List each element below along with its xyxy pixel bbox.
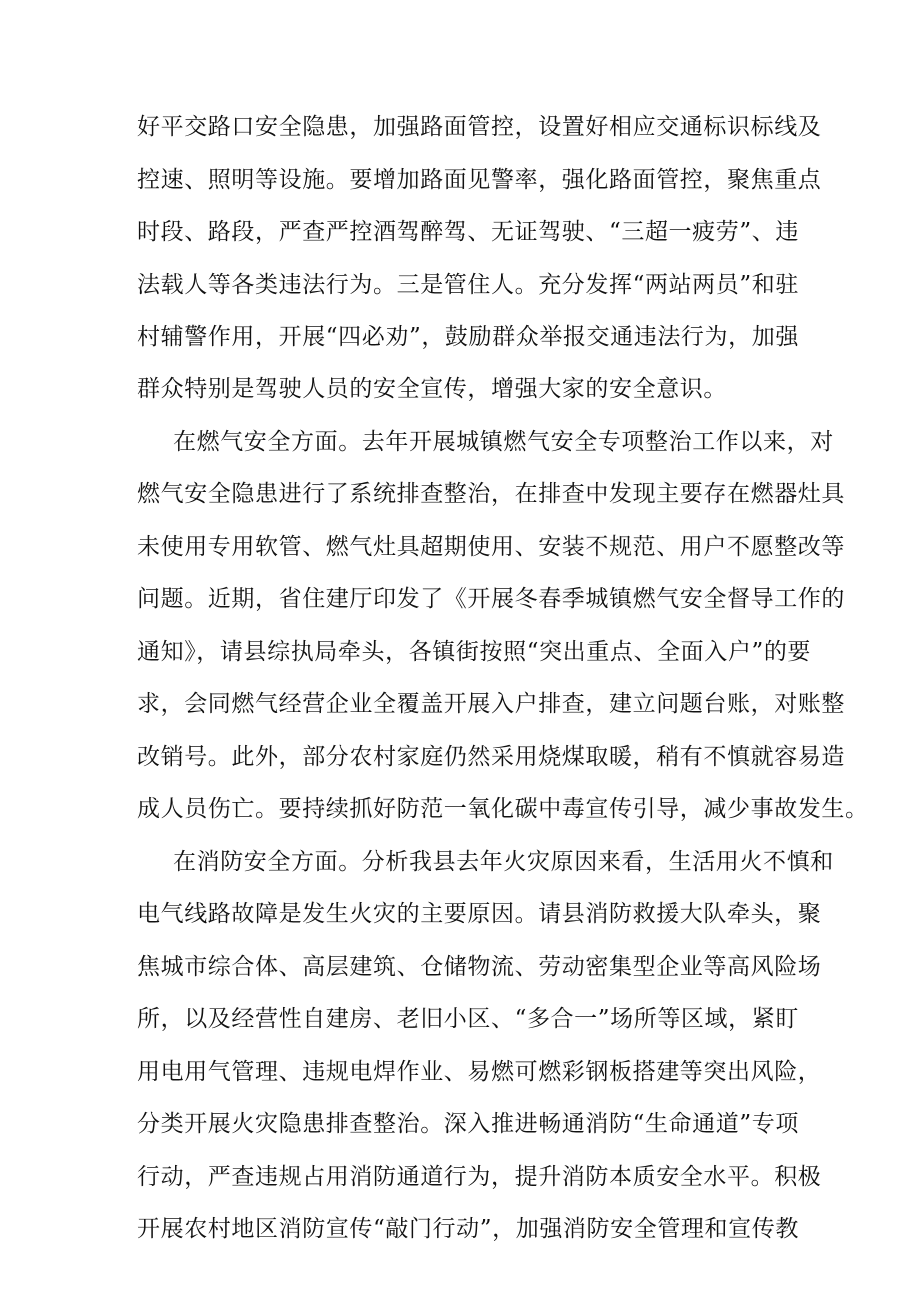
text-line-6: 群众特别是驾驶人员的安全宣传，增强大家的安全意识。 xyxy=(137,376,727,402)
text-line-14: 成人员伤亡。要持续抓好防范一氧化碳中毒宣传引导，减少事故发生。 xyxy=(137,796,869,822)
text-line-3: 时段、路段，严查严控酒驾醉驾、无证驾驶、“三超一疲劳”、违 xyxy=(137,219,799,245)
text-line-19: 用电用气管理、违规电焊作业、易燃可燃彩钢板搭建等突出风险， xyxy=(137,1059,822,1085)
text-line-18: 所，以及经营性自建房、老旧小区、“多合一”场所等区域，紧盯 xyxy=(137,1006,799,1032)
text-line-13: 改销号。此外，部分农村家庭仍然采用烧煤取暖，稍有不慎就容易造 xyxy=(137,744,845,770)
text-line-5: 村辅警作用，开展“四必劝”，鼓励群众举报交通违法行为，加强 xyxy=(137,324,799,350)
text-line-15: 在消防安全方面。分析我县去年火灾原因来看，生活用火不慎和 xyxy=(173,849,834,875)
text-line-1: 好平交路口安全隐患，加强路面管控，设置好相应交通标识标线及 xyxy=(137,114,822,140)
text-line-10: 问题。近期，省住建厅印发了《开展冬春季城镇燃气安全督导工作的 xyxy=(137,586,845,612)
text-line-11: 通知》，请县综执局牵头，各镇街按照“突出重点、全面入户”的要 xyxy=(137,639,812,665)
text-line-20: 分类开展火灾隐患排查整治。深入推进畅通消防“生命通道”专项 xyxy=(137,1111,799,1137)
text-line-9: 未使用专用软管、燃气灶具超期使用、安装不规范、用户不愿整改等 xyxy=(137,534,845,560)
text-line-4: 法载人等各类违法行为。三是管住人。充分发挥“两站两员”和驻 xyxy=(137,272,799,298)
text-line-12: 求，会同燃气经营企业全覆盖开展入户排查，建立问题台账，对账整 xyxy=(137,691,845,717)
text-line-22: 开展农村地区消防宣传“敲门行动”，加强消防安全管理和宣传教 xyxy=(137,1216,799,1242)
text-line-21: 行动，严查违规占用消防通道行为，提升消防本质安全水平。积极 xyxy=(137,1164,822,1190)
text-line-7: 在燃气安全方面。去年开展城镇燃气安全专项整治工作以来，对 xyxy=(173,429,834,455)
text-line-16: 电气线路故障是发生火灾的主要原因。请县消防救援大队牵头，聚 xyxy=(137,901,822,927)
text-line-2: 控速、照明等设施。要增加路面见警率，强化路面管控，聚焦重点 xyxy=(137,167,822,193)
text-line-8: 燃气安全隐患进行了系统排查整治，在排查中发现主要存在燃器灶具 xyxy=(137,481,845,507)
text-line-17: 焦城市综合体、高层建筑、仓储物流、劳动密集型企业等高风险场 xyxy=(137,954,822,980)
